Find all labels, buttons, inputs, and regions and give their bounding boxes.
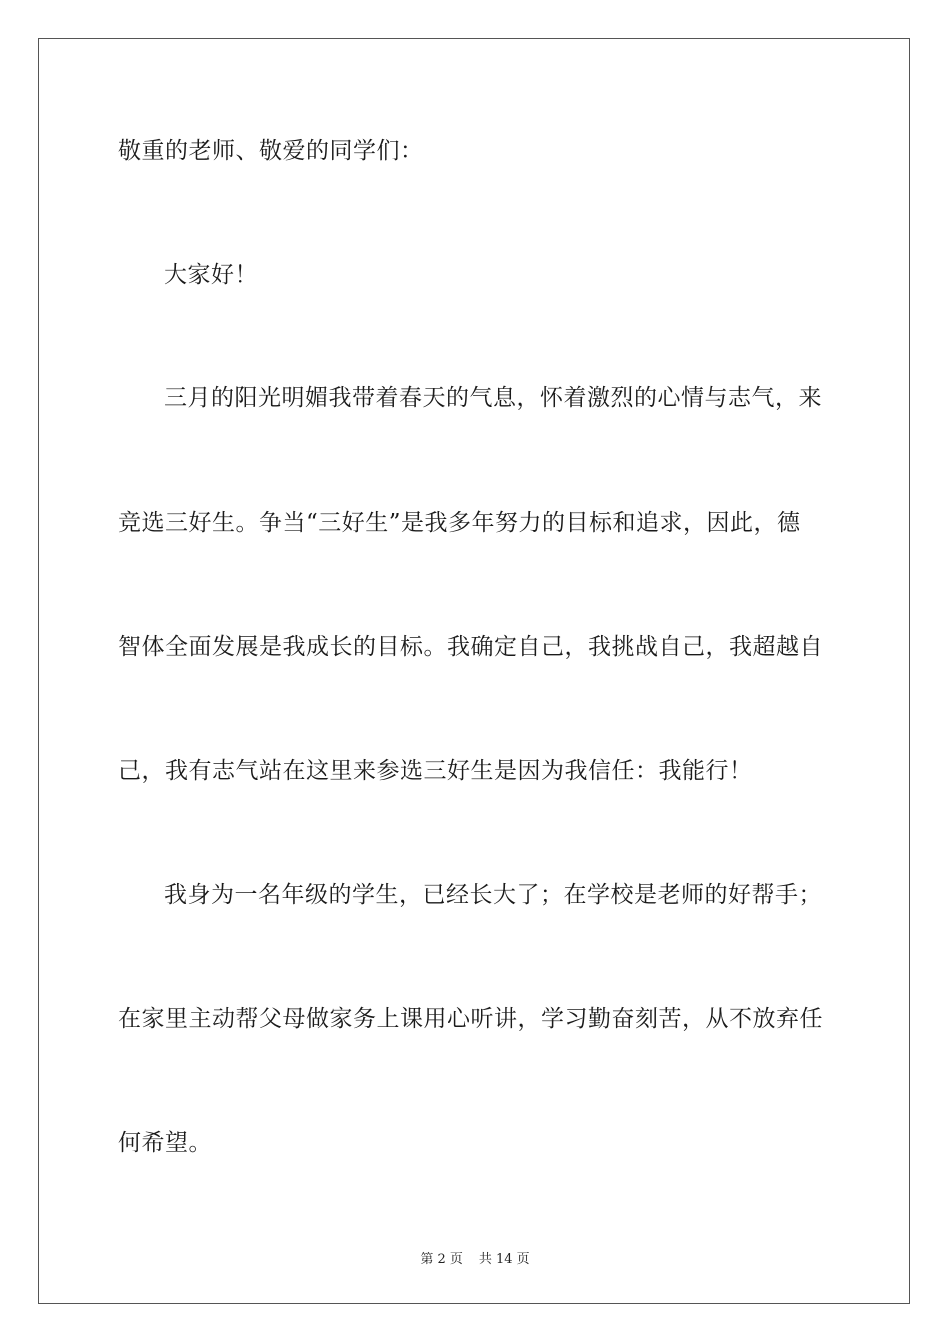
body-line: 何希望。: [118, 1130, 212, 1156]
page-border: [38, 38, 910, 1304]
page-number: 第 2 页: [420, 1252, 463, 1267]
salutation-line: 敬重的老师、敬爱的同学们：: [118, 138, 424, 164]
body-line: 竞选三好生。争当“三好生”是我多年努力的目标和追求，因此，德: [118, 510, 801, 536]
page-footer: [0, 1248, 950, 1267]
body-line: 三月的阳光明媚我带着春天的气息，怀着激烈的心情与志气，来: [164, 385, 822, 411]
body-line: 我身为一名年级的学生，已经长大了；在学校是老师的好帮手；: [164, 882, 822, 908]
body-line: 己，我有志气站在这里来参选三好生是因为我信任：我能行！: [118, 758, 753, 784]
body-line: 在家里主动帮父母做家务上课用心听讲，学习勤奋刻苦，从不放弃任: [118, 1006, 823, 1032]
page-total: 共 14 页: [478, 1252, 530, 1267]
greeting-line: 大家好！: [164, 262, 258, 288]
body-line: 智体全面发展是我成长的目标。我确定自己，我挑战自己，我超越自: [118, 634, 823, 660]
